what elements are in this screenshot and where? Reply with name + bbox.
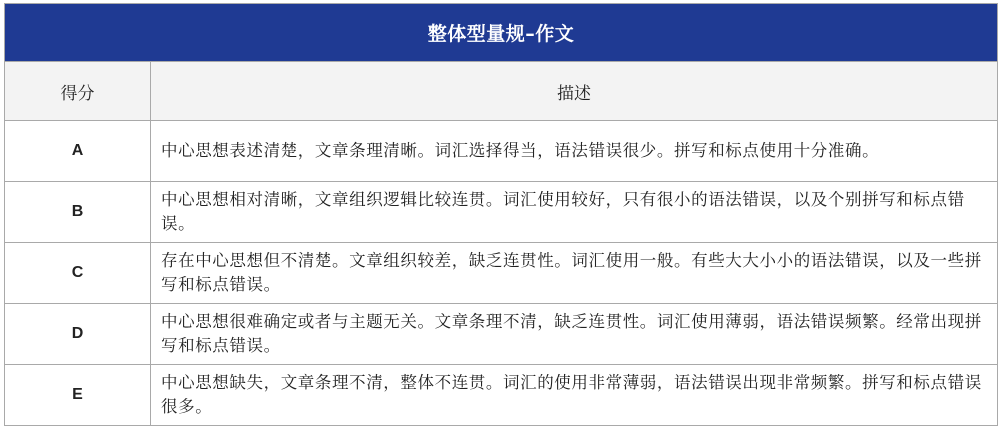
description-cell: 中心思想相对清晰，文章组织逻辑比较连贯。词汇使用较好，只有很小的语法错误，以及个别拼写和标点错误。 <box>151 182 998 243</box>
grade-cell: A <box>5 121 151 182</box>
table-row <box>5 243 998 304</box>
description-cell: 中心思想表述清楚，文章条理清晰。词汇选择得当，语法错误很少。拼写和标点使用十分准确。 <box>151 121 998 182</box>
table-row <box>5 365 998 426</box>
header-row <box>5 62 998 121</box>
description-cell: 存在中心思想但不清楚。文章组织较差，缺乏连贯性。词汇使用一般。有些大大小小的语法错误，以及一些拼写和标点错误。 <box>151 243 998 304</box>
table-row <box>5 182 998 243</box>
score-column-header: 得分 <box>5 62 151 121</box>
description-cell: 中心思想很难确定或者与主题无关。文章条理不清，缺乏连贯性。词汇使用薄弱，语法错误频繁。经常出现拼写和标点错误。 <box>151 304 998 365</box>
description-cell: 中心思想缺失，文章条理不清，整体不连贯。词汇的使用非常薄弱，语法错误出现非常频繁。拼写和标点错误很多。 <box>151 365 998 426</box>
rubric-table <box>4 3 998 426</box>
grade-cell: D <box>5 304 151 365</box>
table-row <box>5 121 998 182</box>
rubric-container <box>4 3 997 426</box>
table-row <box>5 304 998 365</box>
description-column-header: 描述 <box>151 62 998 121</box>
grade-cell: B <box>5 182 151 243</box>
grade-cell: E <box>5 365 151 426</box>
grade-cell: C <box>5 243 151 304</box>
table-title: 整体型量规–作文 <box>5 4 998 62</box>
title-row <box>5 4 998 62</box>
